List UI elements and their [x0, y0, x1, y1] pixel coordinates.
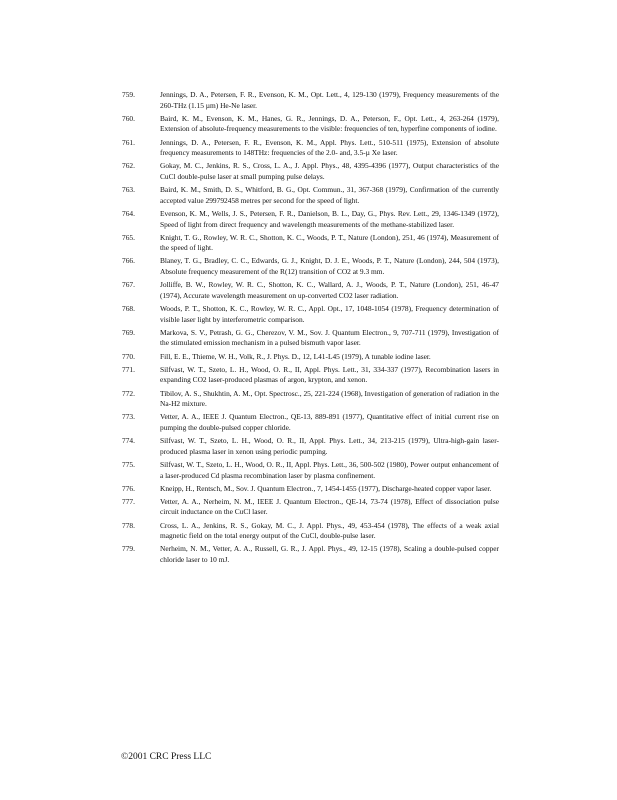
reference-text: Knight, T. G., Rowley, W. R. C., Shotton, K. C., Woods, P. T., Nature (London), 251, 46 (1974), Measurement of the speed of light.	[160, 232, 499, 253]
reference-list	[122, 90, 499, 568]
reference-text: Blaney, T. G., Bradley, C. C., Edwards, G. J., Knight, D. J. E., Woods, P. T., Nature (London), 244, 504 (1973), Absolute frequency measurement of the R(12) transition of CO2 at 9.3 mm.	[160, 256, 499, 277]
reference-text: Jolliffe, B. W., Rowley, W. R. C., Shotton, K. C., Wallard, A. J., Woods, P. T., Nature (London), 251, 46-47 (1974), Accurate wavelength measurement on up-converted CO2 laser radiation.	[160, 280, 499, 300]
reference-text: Silfvast, W. T., Szeto, L. H., Wood, O. R., II, Appl. Phys. Lett., 36, 500-502 (1980), Power output enhancement of a laser-produced Cd plasma recombination laser by plasma confinement.	[160, 459, 499, 480]
reference-number: 761.	[122, 137, 135, 147]
reference-number: 775.	[122, 459, 135, 469]
reference-text: Markova, S. V., Petrash, G. G., Cherezov, V. M., Sov. J. Quantum Electron., 9, 707-711 (1979), Investigation of the stimulated emission mechanism in a pulsed bismuth vapor laser.	[160, 327, 499, 348]
reference-number: 769.	[122, 327, 135, 337]
reference-item	[122, 90, 499, 111]
reference-item	[122, 280, 499, 301]
reference-text: Silfvast, W. T., Szeto, L. H., Wood, O. R., II, Appl. Phys. Lett., 34, 213-215 (1979), Ultra-high-gain laser-produced plasma laser in xenon using periodic pumping.	[160, 436, 499, 456]
reference-number: 772.	[122, 388, 135, 398]
reference-number: 765.	[122, 232, 135, 242]
reference-text: Vetter, A. A., IEEE J. Quantum Electron., QE-13, 889-891 (1977), Quantitative effect of initial current rise on pumping the double-pulsed copper chloride.	[160, 412, 499, 432]
reference-number: 770.	[122, 351, 135, 361]
reference-text: Jennings, D. A., Petersen, F. R., Evenson, K. M., Appl. Phys. Lett., 510-511 (1975), Extension of absolute frequency measurements to 148THz: frequencies of the 2.0- and, 3.5-µ Xe laser.	[160, 137, 499, 158]
reference-number: 768.	[122, 304, 135, 314]
copyright-footer: ©2001 CRC Press LLC	[121, 752, 212, 762]
reference-item	[122, 521, 499, 542]
reference-number: 779.	[122, 544, 135, 554]
reference-number: 776.	[122, 483, 135, 493]
reference-number: 773.	[122, 412, 135, 422]
reference-text: Woods, P. T., Shotton, K. C., Rowley, W. R. C., Appl. Opt., 17, 1048-1054 (1978), Frequency determination of visible laser light by interferometric comparison.	[160, 304, 499, 324]
reference-text: Jennings, D. A., Petersen, F. R., Evenson, K. M., Opt. Lett., 4, 129-130 (1979), Frequency measurements of the 260-THz (1.15 µm) He-Ne laser.	[160, 90, 499, 110]
reference-text: Baird, K. M., Evenson, K. M., Hanes, G. R., Jennings, D. A., Peterson, F., Opt. Lett., 4, 263-264 (1979), Extension of absolute-frequency measurements to the visible: frequencies of ten, hyperfine components of iodine.	[160, 113, 499, 134]
reference-item	[122, 365, 499, 386]
reference-item	[122, 114, 499, 135]
reference-item	[122, 460, 499, 481]
reference-item	[122, 328, 499, 349]
reference-item	[122, 304, 499, 325]
reference-text: Nerheim, N. M., Vetter, A. A., Russell, G. R., J. Appl. Phys., 49, 12-15 (1978), Scaling a double-pulsed copper chloride laser to 10 mJ.	[160, 544, 499, 565]
reference-text: Kneipp, H., Rentsch, M., Sov. J. Quantum Electron., 7, 1454-1455 (1977), Discharge-heated copper vapor laser.	[160, 483, 492, 493]
reference-text: Vetter, A. A., Nerheim, N. M., IEEE J. Quantum Electron., QE-14, 73-74 (1978), Effect of dissociation pulse circuit inductance on the CuCl laser.	[160, 496, 499, 517]
reference-number: 760.	[122, 113, 135, 123]
reference-number: 767.	[122, 280, 135, 290]
reference-item	[122, 161, 499, 182]
reference-text: Silfvast, W. T., Szeto, L. H., Wood, O. R., II, Appl. Phys. Lett., 31, 334-337 (1977), Recombination lasers in expanding CO2 laser-produced plasmas of argon, krypton, and xenon.	[160, 364, 499, 385]
reference-number: 771.	[122, 364, 135, 374]
reference-item	[122, 544, 499, 565]
reference-text: Gokay, M. C., Jenkins, R. S., Cross, L. A., J. Appl. Phys., 48, 4395-4396 (1977), Output characteristics of the CuCl double-pulse laser at small pumping pulse delays.	[160, 161, 499, 181]
reference-number: 778.	[122, 520, 135, 530]
reference-item	[122, 185, 499, 206]
reference-number: 762.	[122, 161, 135, 171]
reference-number: 777.	[122, 496, 135, 506]
reference-item	[122, 256, 499, 277]
reference-text: Fill, E. E., Thieme, W. H., Volk, R., J. Phys. D., 12, L41-L45 (1979), A tunable iodine laser.	[160, 351, 431, 361]
reference-number: 766.	[122, 256, 135, 266]
reference-item	[122, 233, 499, 254]
reference-item	[122, 436, 499, 457]
reference-text: Cross, L. A., Jenkins, R. S., Gokay, M. C., J. Appl. Phys., 49, 453-454 (1978), The effects of a weak axial magnetic field on the total energy output of the CuCl, double-pulse laser.	[160, 520, 499, 541]
reference-item	[122, 209, 499, 230]
reference-item	[122, 352, 499, 363]
reference-number: 774.	[122, 436, 135, 446]
reference-number: 764.	[122, 208, 135, 218]
reference-text: Baird, K. M., Smith, D. S., Whitford, B. G., Opt. Commun., 31, 367-368 (1979), Confirmation of the currently accepted value 299792458 metres per second for the speed of light.	[160, 185, 499, 205]
reference-number: 759.	[122, 90, 135, 99]
reference-item	[122, 484, 499, 495]
reference-item	[122, 138, 499, 159]
reference-item	[122, 389, 499, 410]
reference-item	[122, 412, 499, 433]
reference-text: Evenson, K. M., Wells, J. S., Petersen, F. R., Danielson, B. L., Day, G., Phys. Rev. Lett., 29, 1346-1349 (1972), Speed of light from direct frequency and wavelength measurements of the methane-stabilized laser.	[160, 208, 499, 229]
reference-number: 763.	[122, 185, 135, 195]
reference-item	[122, 497, 499, 518]
reference-text: Tibilov, A. S., Shukhtin, A. M., Opt. Spectrosc., 25, 221-224 (1968), Investigation of generation of radiation in the Na-H2 mixture.	[160, 388, 499, 409]
